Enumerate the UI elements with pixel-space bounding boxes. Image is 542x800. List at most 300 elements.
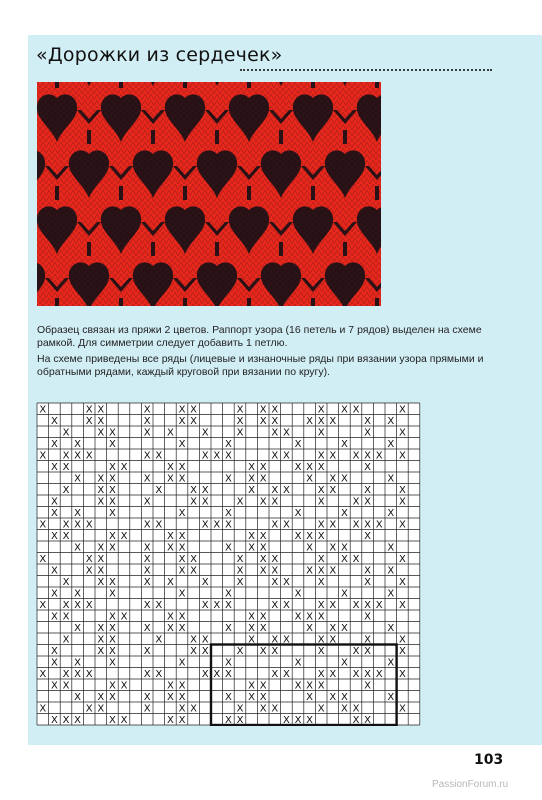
chart-cell-x: X [74,668,82,680]
chart-cell-x: X [352,599,360,611]
chart-cell-x: X [97,473,105,485]
chart-cell-x: X [178,611,186,623]
chart-cell-x: X [271,703,279,715]
chart-cell-x: X [306,691,314,703]
chart-cell-x: X [178,404,186,416]
chart-cell-x: X [364,427,372,439]
chart-cell-x: X [387,438,395,450]
chart-cell-x: X [329,484,337,496]
chart-cell-x: X [329,473,337,485]
chart-cell-x: X [85,668,93,680]
chart-cell-x: X [155,484,163,496]
chart-cell-x: X [166,611,174,623]
chart-cell-x: X [97,496,105,508]
chart-cell-x: X [213,599,221,611]
chart-cell-x: X [62,576,70,588]
chart-cell-x: X [62,634,70,646]
chart-cell-x: X [178,473,186,485]
chart-cell-x: X [97,553,105,565]
chart-cell-x: X [224,507,232,519]
chart-cell-x: X [155,634,163,646]
chart-cell-x: X [224,599,232,611]
chart-cell-x: X [306,622,314,634]
chart-cell-x: X [306,473,314,485]
chart-cell-x: X [317,415,325,427]
chart-cell-x: X [340,507,348,519]
chart-cell-x: X [62,668,70,680]
chart-cell-x: X [108,680,116,692]
chart-cell-x: X [259,680,267,692]
chart-cell-x: X [259,415,267,427]
chart-cell-x: X [120,530,128,542]
chart-cell-x: X [201,668,209,680]
chart-cell-x: X [352,496,360,508]
chart-cell-x: X [271,427,279,439]
chart-cell-x: X [364,634,372,646]
chart-cell-x: X [271,484,279,496]
chart-cell-x: X [50,415,58,427]
chart-cell-x: X [271,565,279,577]
chart-cell-x: X [178,542,186,554]
chart-cell-x: X [340,703,348,715]
chart-cell-x: X [224,622,232,634]
chart-cell-x: X [108,657,116,669]
chart-cell-x: X [224,657,232,669]
chart-cell-x: X [155,450,163,462]
chart-cell-x: X [62,680,70,692]
knit-sample-photo [37,82,381,306]
chart-cell-x: X [97,691,105,703]
chart-cell-x: X [166,576,174,588]
chart-cell-x: X [178,714,186,726]
chart-cell-x: X [375,450,383,462]
chart-cell-x: X [282,714,290,726]
chart-cell-x: X [398,703,406,715]
chart-cell-x: X [375,599,383,611]
chart-cell-x: X [108,622,116,634]
chart-cell-x: X [271,415,279,427]
chart-cell-x: X [294,714,302,726]
chart-cell-x: X [317,645,325,657]
chart-cell-x: X [143,703,151,715]
chart-cell-x: X [364,565,372,577]
chart-cell-x: X [398,519,406,531]
chart-cell-x: X [74,519,82,531]
chart-cell-x: X [85,519,93,531]
chart-cell-x: X [143,473,151,485]
chart-cell-x: X [259,473,267,485]
chart-cell-x: X [85,553,93,565]
chart-cell-x: X [143,519,151,531]
chart-cell-x: X [166,427,174,439]
chart-cell-x: X [190,703,198,715]
chart-cell-x: X [62,461,70,473]
chart-cell-x: X [39,519,47,531]
chart-cell-x: X [306,542,314,554]
chart-cell-x: X [398,645,406,657]
chart-cell-x: X [85,415,93,427]
chart-cell-x: X [166,461,174,473]
chart-cell-x: X [97,484,105,496]
chart-cell-x: X [74,507,82,519]
chart-cell-x: X [224,714,232,726]
chart-cell-x: X [50,611,58,623]
chart-cell-x: X [248,484,256,496]
chart-cell-x: X [329,634,337,646]
chart-cell-x: X [340,657,348,669]
chart-cell-x: X [387,542,395,554]
chart-cell-x: X [224,519,232,531]
chart-cell-x: X [259,553,267,565]
chart-cell-x: X [178,680,186,692]
chart-cell-x: X [364,645,372,657]
chart-cell-x: X [364,668,372,680]
chart-cell-x: X [143,404,151,416]
chart-cell-x: X [62,530,70,542]
chart-cell-x: X [190,404,198,416]
chart-cell-x: X [62,484,70,496]
chart-cell-x: X [224,588,232,600]
chart-cell-x: X [317,450,325,462]
chart-cell-x: X [236,714,244,726]
chart-cell-x: X [85,599,93,611]
chart-cell-x: X [62,714,70,726]
chart-cell-x: X [248,473,256,485]
chart-cell-x: X [108,484,116,496]
chart-cell-x: X [143,576,151,588]
chart-cell-x: X [329,622,337,634]
chart-cell-x: X [364,461,372,473]
chart-cell-x: X [166,680,174,692]
chart-cell-x: X [143,691,151,703]
chart-cell-x: X [248,542,256,554]
chart-cell-x: X [190,496,198,508]
chart-cell-x: X [62,427,70,439]
chart-cell-x: X [50,496,58,508]
description-paragraph-1: Образец связан из пряжи 2 цветов. Раппорт узора (16 петель и 7 рядов) выделен на схеме рамкой. Для симметрии следует добавить 1 петлю. [37,324,482,349]
chart-cell-x: X [224,450,232,462]
chart-cell-x: X [317,599,325,611]
chart-cell-x: X [271,553,279,565]
chart-cell-x: X [259,542,267,554]
chart-cell-x: X [74,450,82,462]
chart-cell-x: X [294,588,302,600]
chart-cell-x: X [317,404,325,416]
chart-cell-x: X [97,415,105,427]
chart-cell-x: X [352,714,360,726]
chart-cell-x: X [50,438,58,450]
chart-cell-x: X [236,496,244,508]
chart-cell-x: X [155,519,163,531]
chart-cell-x: X [317,496,325,508]
chart-cell-x: X [97,622,105,634]
chart-cell-x: X [74,599,82,611]
chart-cell-x: X [85,703,93,715]
chart-cell-x: X [352,519,360,531]
chart-cell-x: X [294,611,302,623]
chart-cell-x: X [236,415,244,427]
chart-cell-x: X [120,611,128,623]
chart-cell-x: X [248,461,256,473]
chart-cell-x: X [224,438,232,450]
chart-cell-x: X [143,668,151,680]
chart-cell-x: X [166,542,174,554]
chart-cell-x: X [352,645,360,657]
chart-cell-x: X [364,415,372,427]
chart-cell-x: X [236,703,244,715]
chart-cell-x: X [97,542,105,554]
chart-cell-x: X [39,404,47,416]
chart-cell-x: X [352,668,360,680]
chart-cell-x: X [50,530,58,542]
chart-cell-x: X [364,496,372,508]
chart-cell-x: X [201,634,209,646]
chart-cell-x: X [259,496,267,508]
chart-cell-x: X [97,645,105,657]
chart-cell-x: X [166,714,174,726]
chart-cell-x: X [108,611,116,623]
chart-cell-x: X [271,404,279,416]
chart-cell-x: X [201,519,209,531]
chart-cell-x: X [120,714,128,726]
chart-cell-x: X [294,507,302,519]
chart-cell-x: X [282,576,290,588]
chart-cell-x: X [364,611,372,623]
chart-cell-x: X [201,450,209,462]
chart-cell-x: X [329,519,337,531]
chart-cell-x: X [143,622,151,634]
chart-cell-x: X [143,565,151,577]
chart-cell-x: X [50,461,58,473]
chart-cell-x: X [97,634,105,646]
chart-cell-x: X [201,427,209,439]
chart-cell-x: X [39,450,47,462]
chart-cell-x: X [178,553,186,565]
chart-cell-x: X [398,427,406,439]
chart-cell-x: X [271,496,279,508]
chart-cell-x: X [271,576,279,588]
chart-cell-x: X [306,611,314,623]
chart-cell-x: X [39,703,47,715]
chart-cell-x: X [108,427,116,439]
chart-cell-x: X [108,714,116,726]
chart-cell-x: X [74,714,82,726]
chart-cell-x: X [329,415,337,427]
chart-cell-x: X [97,565,105,577]
chart-cell-x: X [74,473,82,485]
chart-cell-x: X [271,599,279,611]
chart-cell-x: X [178,530,186,542]
chart-cell-x: X [108,634,116,646]
chart-cell-x: X [190,553,198,565]
chart-cell-x: X [62,450,70,462]
chart-cell-x: X [387,565,395,577]
chart-cell-x: X [178,588,186,600]
chart-cell-x: X [398,404,406,416]
watermark: PassionForum.ru [432,779,509,790]
chart-cell-x: X [248,634,256,646]
chart-cell-x: X [352,404,360,416]
chart-cell-x: X [236,404,244,416]
chart-cell-x: X [248,680,256,692]
chart-cell-x: X [387,691,395,703]
chart-cell-x: X [178,657,186,669]
chart-cell-x: X [364,530,372,542]
chart-cell-x: X [166,530,174,542]
chart-cell-x: X [294,680,302,692]
chart-cell-x: X [329,668,337,680]
chart-cell-x: X [387,588,395,600]
page-number: 103 [474,752,504,768]
chart-cell-x: X [143,450,151,462]
chart-cell-x: X [271,645,279,657]
chart-cell-x: X [364,519,372,531]
chart-cell-x: X [166,691,174,703]
chart-cell-x: X [398,634,406,646]
chart-cell-x: X [201,496,209,508]
chart-cell-x: X [398,496,406,508]
chart-cell-x: X [97,427,105,439]
chart-cell-x: X [143,415,151,427]
chart-cell-x: X [317,668,325,680]
chart-cell-x: X [340,553,348,565]
chart-cell-x: X [340,691,348,703]
chart-cell-x: X [375,519,383,531]
chart-cell-x: X [259,703,267,715]
chart-cell-x: X [143,427,151,439]
chart-cell-x: X [317,461,325,473]
chart-cell-x: X [364,714,372,726]
chart-cell-x: X [259,691,267,703]
title-divider [240,69,492,71]
chart-cell-x: X [108,542,116,554]
chart-cell-x: X [108,461,116,473]
chart-cell-x: X [178,461,186,473]
chart-cell-x: X [143,645,151,657]
chart-cell-x: X [50,657,58,669]
chart-cell-x: X [317,703,325,715]
chart-cell-x: X [398,599,406,611]
chart-cell-x: X [97,576,105,588]
chart-cell-x: X [259,622,267,634]
chart-cell-x: X [329,450,337,462]
chart-cell-x: X [74,622,82,634]
chart-cell-x: X [364,484,372,496]
chart-cell-x: X [201,645,209,657]
chart-cell-x: X [62,611,70,623]
chart-cell-x: X [294,461,302,473]
chart-cell-x: X [50,507,58,519]
chart-cell-x: X [224,473,232,485]
chart-cell-x: X [178,703,186,715]
chart-cell-x: X [190,645,198,657]
chart-cell-x: X [317,576,325,588]
chart-cell-x: X [236,427,244,439]
chart-cell-x: X [387,507,395,519]
chart-cell-x: X [39,668,47,680]
chart-cell-x: X [317,519,325,531]
chart-cell-x: X [213,450,221,462]
chart-cell-x: X [248,611,256,623]
chart-cell-x: X [85,565,93,577]
chart-cell-x: X [50,714,58,726]
chart-cell-x: X [294,657,302,669]
chart-cell-x: X [282,599,290,611]
chart-cell-x: X [62,599,70,611]
chart-cell-x: X [271,668,279,680]
chart-cell-x: X [364,680,372,692]
chart-cell-x: X [108,576,116,588]
chart-cell-x: X [317,484,325,496]
chart-cell-x: X [259,404,267,416]
chart-cell-x: X [248,622,256,634]
chart-cell-x: X [224,691,232,703]
chart-cell-x: X [50,565,58,577]
chart-cell-x: X [398,450,406,462]
chart-cell-x: X [282,427,290,439]
chart-cell-x: X [317,565,325,577]
chart-cell-x: X [224,542,232,554]
chart-cell-x: X [97,703,105,715]
chart-cell-x: X [85,450,93,462]
chart-cell-x: X [155,668,163,680]
chart-cell-x: X [248,691,256,703]
chart-cell-x: X [155,599,163,611]
chart-cell-x: X [340,404,348,416]
chart-cell-x: X [74,588,82,600]
chart-cell-x: X [50,588,58,600]
chart-cell-x: X [259,645,267,657]
chart-cell-x: X [108,530,116,542]
chart-cell-x: X [108,496,116,508]
chart-cell-x: X [375,668,383,680]
chart-cell-x: X [108,438,116,450]
chart-grid [36,402,421,726]
chart-cell-x: X [50,645,58,657]
chart-cell-x: X [317,634,325,646]
chart-cell-x: X [213,519,221,531]
chart-cell-x: X [306,461,314,473]
chart-cell-x: X [329,599,337,611]
chart-cell-x: X [108,507,116,519]
chart-cell-x: X [352,450,360,462]
chart-cell-x: X [190,415,198,427]
chart-cell-x: X [143,542,151,554]
chart-cell-x: X [329,542,337,554]
chart-cell-x: X [259,461,267,473]
chart-cell-x: X [190,565,198,577]
chart-cell-x: X [340,622,348,634]
chart-cell-x: X [352,553,360,565]
chart-cell-x: X [317,611,325,623]
chart-cell-x: X [306,565,314,577]
chart-cell-x: X [259,611,267,623]
chart-cell-x: X [271,634,279,646]
chart-cell-x: X [236,565,244,577]
chart-cell-x: X [282,668,290,680]
chart-cell-x: X [259,530,267,542]
chart-cell-x: X [282,634,290,646]
chart-cell-x: X [39,553,47,565]
chart-cell-x: X [120,461,128,473]
chart-cell-x: X [85,404,93,416]
chart-cell-x: X [282,484,290,496]
chart-cell-x: X [398,553,406,565]
chart-cell-x: X [201,484,209,496]
chart-cell-x: X [271,519,279,531]
chart-cell-x: X [294,530,302,542]
chart-cell-x: X [317,680,325,692]
